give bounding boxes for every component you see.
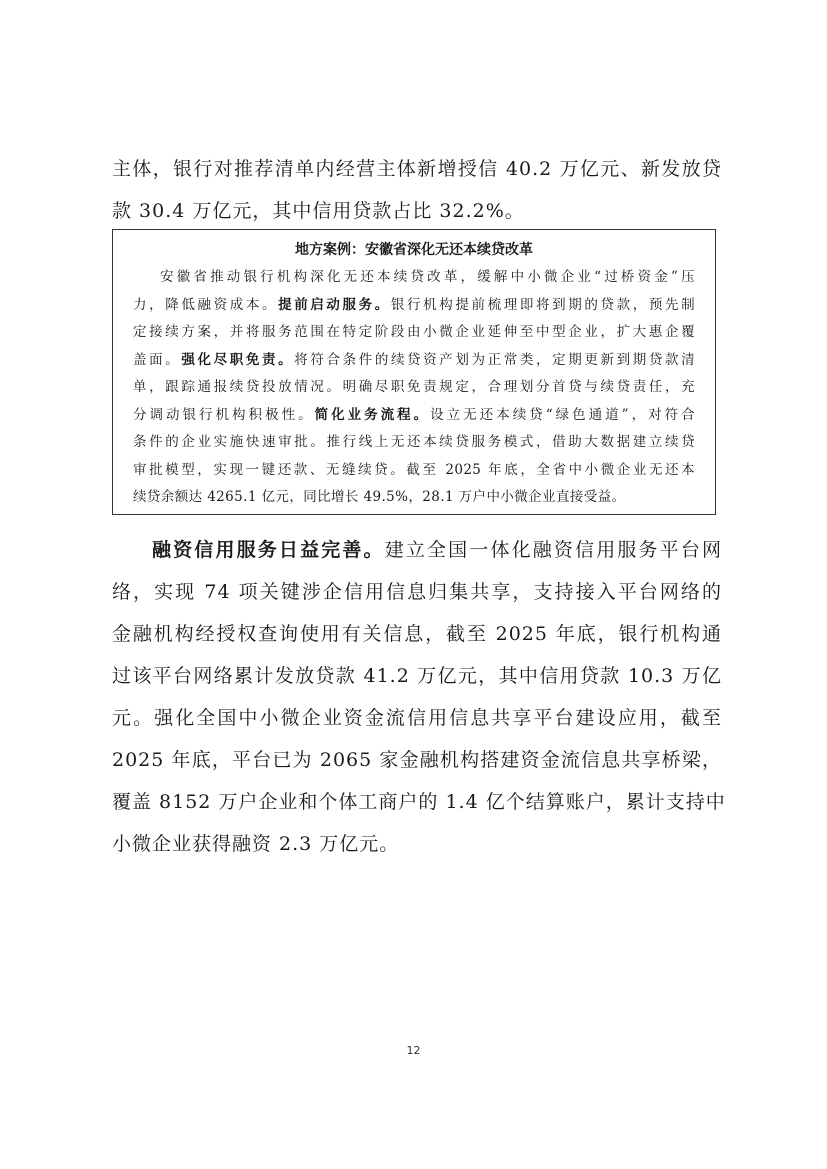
paragraph-bold-lead: 融资信用服务日益完善。: [152, 539, 385, 561]
text-line: 金融机构经授权查询使用有关信息，截至 2025 年底，银行机构通: [112, 623, 722, 645]
case-line: [133, 347, 695, 375]
text-line: 2025 年底，平台已为 2065 家金融机构搭建资金流信息共享桥梁，: [112, 749, 722, 771]
page-number: 12: [406, 1044, 421, 1057]
text-line: 元。强化全国中小微企业资金流信用信息共享平台建设应用，截至: [112, 707, 722, 729]
case-text: 设立无还本续贷“绿色通道”，对符合: [430, 406, 695, 423]
case-line: 定接续方案，并将服务范围在特定阶段由小微企业延伸至中型企业，扩大惠企覆: [133, 324, 695, 340]
case-bold-heading: 强化尽职免责。: [181, 351, 295, 368]
case-line: 安徽省推动银行机构深化无还本续贷改革，缓解中小微企业“过桥资金”压: [160, 269, 695, 285]
text-line: 主体，银行对推荐清单内经营主体新增授信 40.2 万亿元、新发放贷: [112, 158, 722, 180]
case-text: 银行机构提前梳理即将到期的贷款，预先制: [390, 296, 695, 313]
case-title: 地方案例：安徽省深化无还本续贷改革: [295, 242, 533, 258]
text-line: 覆盖 8152 万户企业和个体工商户的 1.4 亿个结算账户，累计支持中: [112, 791, 726, 813]
case-bold-heading: 提前启动服务。: [278, 296, 391, 313]
text-line: 款 30.4 万亿元，其中信用贷款占比 32.2%。: [112, 200, 525, 222]
case-text: 将符合条件的续贷资产划为正常类，定期更新到期贷款清: [294, 351, 696, 368]
case-bold-heading: 简化业务流程。: [314, 406, 431, 423]
case-line: 单，跟踪通报续贷投放情况。明确尽职免责规定，合理划分首贷与续贷责任，充: [133, 379, 695, 395]
case-line: 审批模型，实现一键还款、无缝续贷。截至 2025 年底，全省中小微企业无还本: [133, 461, 695, 478]
case-text: 盖面。: [133, 351, 182, 368]
case-text: 力，降低融资成本。: [133, 296, 279, 313]
text-line: 过该平台网络累计发放贷款 41.2 万亿元，其中信用贷款 10.3 万亿: [112, 665, 722, 687]
case-line: [133, 292, 695, 320]
case-line: 条件的企业实施快速审批。推行线上无还本续贷服务模式，借助大数据建立续贷: [133, 434, 695, 450]
case-line: 续贷余额达 4265.1 亿元，同比增长 49.5%，28.1 万户中小微企业直接受益。: [133, 489, 626, 505]
local-case-box: [112, 229, 716, 515]
case-text: 分调动银行机构积极性。: [133, 406, 315, 423]
paragraph-text: 建立全国一体化融资信用服务平台网: [384, 539, 722, 561]
credit-service-paragraph: [112, 529, 726, 865]
text-line: 络，实现 74 项关键涉企信用信息归集共享，支持接入平台网络的: [112, 581, 722, 603]
case-line: [133, 402, 695, 430]
text-line: 小微企业获得融资 2.3 万亿元。: [112, 833, 400, 855]
intro-paragraph: [112, 148, 722, 232]
text-line: [112, 529, 722, 571]
